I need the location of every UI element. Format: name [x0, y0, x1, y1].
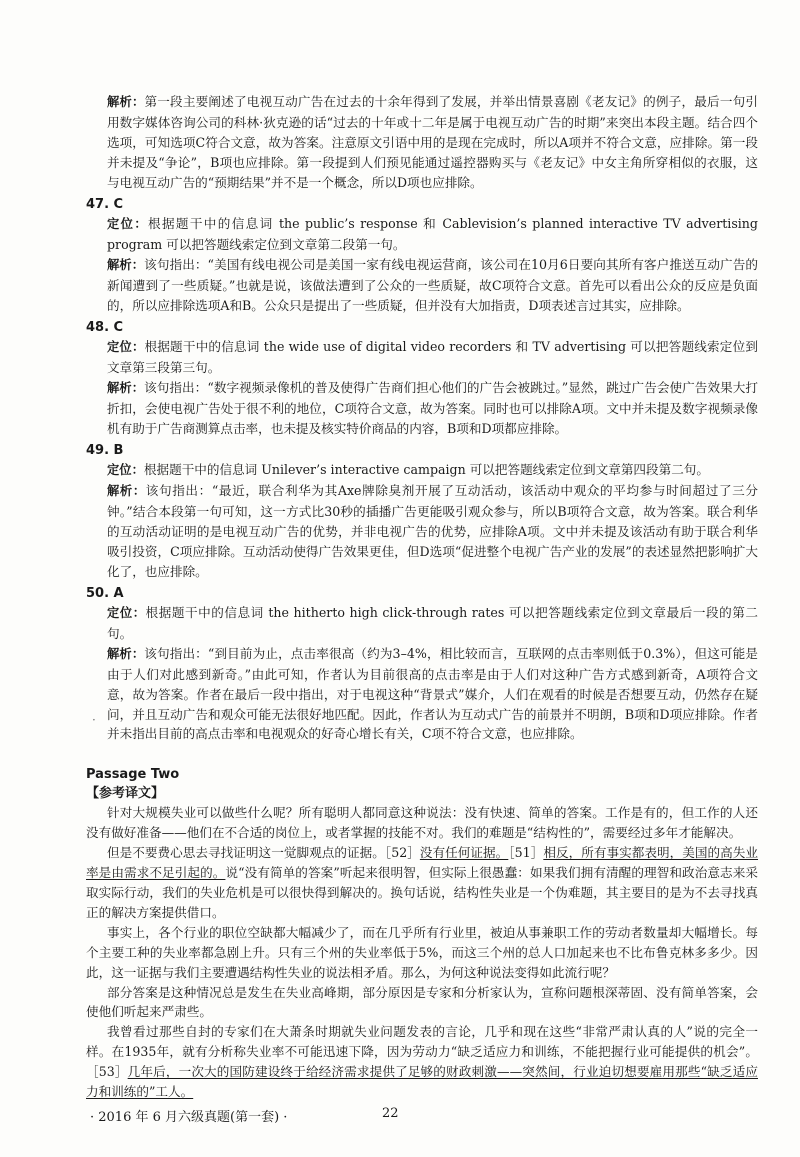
- locate-paragraph: [86, 603, 758, 644]
- translation-paragraph-3: 事实上，各个行业的职位空缺都大幅减少了，而在几乎所有行业里，被迫从事兼职工作的劳动者数量却大幅增长。每个主要工种的失业率都急剧上升。只有三个州的失业率低于5%，而这三个州的总人口加起来也不比布鲁克林多多少。因此，这一证据与我们主要遭遇结构性失业的说法相矛盾。那么，为何这种说法变得如此流行呢？: [86, 924, 758, 980]
- analysis-label: 解析：: [107, 646, 145, 661]
- question-block-48: [86, 318, 758, 439]
- analysis-label: 解析：: [107, 380, 145, 395]
- q46-analysis: [86, 92, 758, 193]
- analysis-text: 该句指出：“到目前为止，点击率很高（约为3–4%，相比较而言，互联网的点击率则低于0.3%），但这可能是由于人们对此感到新奇。”由此可知，作者认为目前很高的点击率是由于人们对这种广告方式感到新奇，A项符合文意，故为答案。作者在最后一段中指出，对于电视这种“背景式”媒介，人们在观看的时候是否想要互动，仍然存在疑问，并且互动广告和观众可能无法很好地匹配。因此，作者认为互动式广告的前景并不明朗，B项和D项应排除。作者并未指出目前的高点击率和电视观众的好奇心增长有关，C项不符合文意，也应排除。: [107, 645, 758, 742]
- locate-paragraph: [86, 214, 758, 255]
- reference-translation-heading: 【参考译文】: [86, 786, 165, 802]
- locate-label: 定位：: [107, 340, 145, 355]
- translation-paragraph-2: [86, 843, 758, 923]
- analysis-text: 第一段主要阐述了电视互动广告在过去的十余年得到了发展，并举出情景喜剧《老友记》的例子，最后一句引用数字媒体咨询公司的科林·狄克逊的话“过去的十年或十二年是属于电视互动广告的时期”来突出本段主题。结合四个选项，可知选项C符合文意，故为答案。注意原文引语中用的是现在完成时，所以A项并不符合文意，应排除。第一段并未提及“争论”，B项也应排除。第一段提到人们预见能通过遥控器购买与《老友记》中女主角所穿相似的衣服，这与电视互动广告的“预期结果”并不是一个概念，所以D项也应排除。: [107, 94, 758, 190]
- underlined-answer-51: 相反，所有事实都表明，美国的高失业率是由需求不足引起的。: [86, 845, 759, 881]
- analysis-label: 解析：: [107, 95, 145, 109]
- translation-paragraph-5: [86, 1022, 758, 1102]
- question-tag-52: ［52］: [384, 845, 420, 861]
- analysis-paragraph: [86, 378, 758, 439]
- analysis-text: 该句指出：“最近，联合利华为其Axe牌除臭剂开展了互动活动，该活动中观众的平均参与时间超过了三分钟。”结合本段第一句可知，这一方式比30秒的插播广告更能吸引观众参与，所以B项符合文意，故为答案。联合利华的互动活动证明的是电视互动广告的优势，并非电视广告的优势，应排除A项。文中并未提及该活动有助于联合利华吸引投资，C项应排除。互动活动使得广告效果更佳，但D选项“促进整个电视广告产业的发展”的表述显然把影响扩大化了，也应排除。: [107, 483, 758, 579]
- locate-paragraph: [86, 460, 758, 481]
- question-number: 48. C: [86, 319, 124, 335]
- locate-text: 根据题干中的信息词 the wide use of digital video recorders 和 TV advertising 可以把答题线索定位到文章第三段第三句。: [107, 339, 758, 375]
- analysis-paragraph: [86, 644, 758, 745]
- locate-text: 根据题干中的信息词 the hitherto high click-through rates 可以把答题线索定位到文章最后一段的第二句。: [107, 605, 758, 641]
- passage-title: Passage Two: [86, 767, 180, 783]
- analysis-text: 该句指出：“数字视频录像机的普及使得广告商们担心他们的广告会被跳过。”显然，跳过广告会使广告效果大打折扣，会使电视广告处于很不利的地位，C项符合文意，故为答案。同时也可以排除A项。文中并未提及数字视频录像机有助于广告商测算点击率，也未提及核实特价商品的内容，B项和D项都应排除。: [107, 379, 758, 436]
- paragraph-text: 但是不要费心思去寻找证明这一觉脚观点的证据。: [107, 845, 385, 861]
- underlined-answer-53: 几年后，一次大的国防建设终于给经济需求提供了足够的财政刺激——突然间，行业迫切想要雇用那些“缺乏适应力和训练的”工人。: [86, 1064, 758, 1100]
- locate-label: 定位：: [107, 606, 146, 621]
- question-tag-53: ［53］: [86, 1064, 128, 1080]
- locate-text: 根据题干中的信息词 the public’s response 和 Cablevision’s planned interactive TV advertising program 可以把答题线索定位到文章第二段第一句。: [107, 216, 758, 252]
- footer-exam-title: · 2016 年 6 月六级真题(第一套) ·: [90, 1110, 288, 1125]
- paragraph-text: 说“没有简单的答案”听起来很明智，但实际上很愚蠢：如果我们拥有清醒的理智和政治意志来采取实际行动，我们的失业危机是可以很快得到解决的。换句话说，结构性失业是一个伪难题，其主要目的是为不去寻找真正的解决方案提供借口。: [86, 865, 758, 920]
- locate-paragraph: [86, 337, 758, 378]
- question-tag-51: ［51］: [508, 845, 544, 861]
- underlined-answer-52: 没有任何证据。: [419, 845, 509, 861]
- paragraph-text: 我曾看过那些自封的专家们在大萧条时期就失业问题发表的言论，几乎和现在这些“非常严肃认真的人”说的完全一样。在1935年，就有分析称失业率不可能迅速下降，因为劳动力“缺乏适应力和训练，不能把握行业可能提供的机会”。: [86, 1024, 758, 1060]
- translation-paragraph-1: 针对大规模失业可以做些什么呢？所有聪明人都同意这种说法：没有快速、简单的答案。工作是有的，但工作的人还没有做好准备——他们在不合适的岗位上，或者掌握的技能不对。我们的难题是“结构性的”，需要经过多年才能解决。: [86, 805, 758, 841]
- question-number: 50. A: [86, 585, 124, 601]
- question-block-47: [86, 195, 758, 316]
- translation-paragraph-4: 部分答案是这种情况总是发生在失业高峰期，部分原因是专家和分析家认为，宣称问题根深蒂固、没有简单答案，会使他们听起来严肃些。: [86, 984, 758, 1020]
- page-number: 22: [382, 1106, 399, 1121]
- locate-label: 定位：: [107, 463, 144, 478]
- locate-text: 根据题干中的信息词 Unilever’s interactive campaign 可以把答题线索定位到文章第四段第二句。: [143, 462, 709, 478]
- analysis-label: 解析：: [107, 257, 145, 272]
- question-block-50: [86, 584, 758, 745]
- question-number: 47. C: [86, 196, 124, 212]
- page-body: [86, 92, 758, 1102]
- margin-dot: ·: [92, 713, 96, 727]
- analysis-label: 解析：: [107, 484, 146, 498]
- question-number: 49. B: [86, 442, 124, 458]
- analysis-paragraph: [86, 255, 758, 316]
- analysis-paragraph: [86, 481, 758, 582]
- analysis-text: 该句指出：“美国有线电视公司是美国一家有线电视运营商，该公司在10月6日要向其所有客户推送互动广告的新闻遭到了一些质疑。”也就是说，该做法遭到了公众的一些质疑，故C项符合文意。首先可以看出公众的反应是负面的，所以应排除选项A和B。公众只是提出了一些质疑，但并没有大加指责，D项表述言过其实，应排除。: [107, 256, 758, 313]
- question-block-49: [86, 441, 758, 582]
- locate-label: 定位：: [107, 217, 148, 232]
